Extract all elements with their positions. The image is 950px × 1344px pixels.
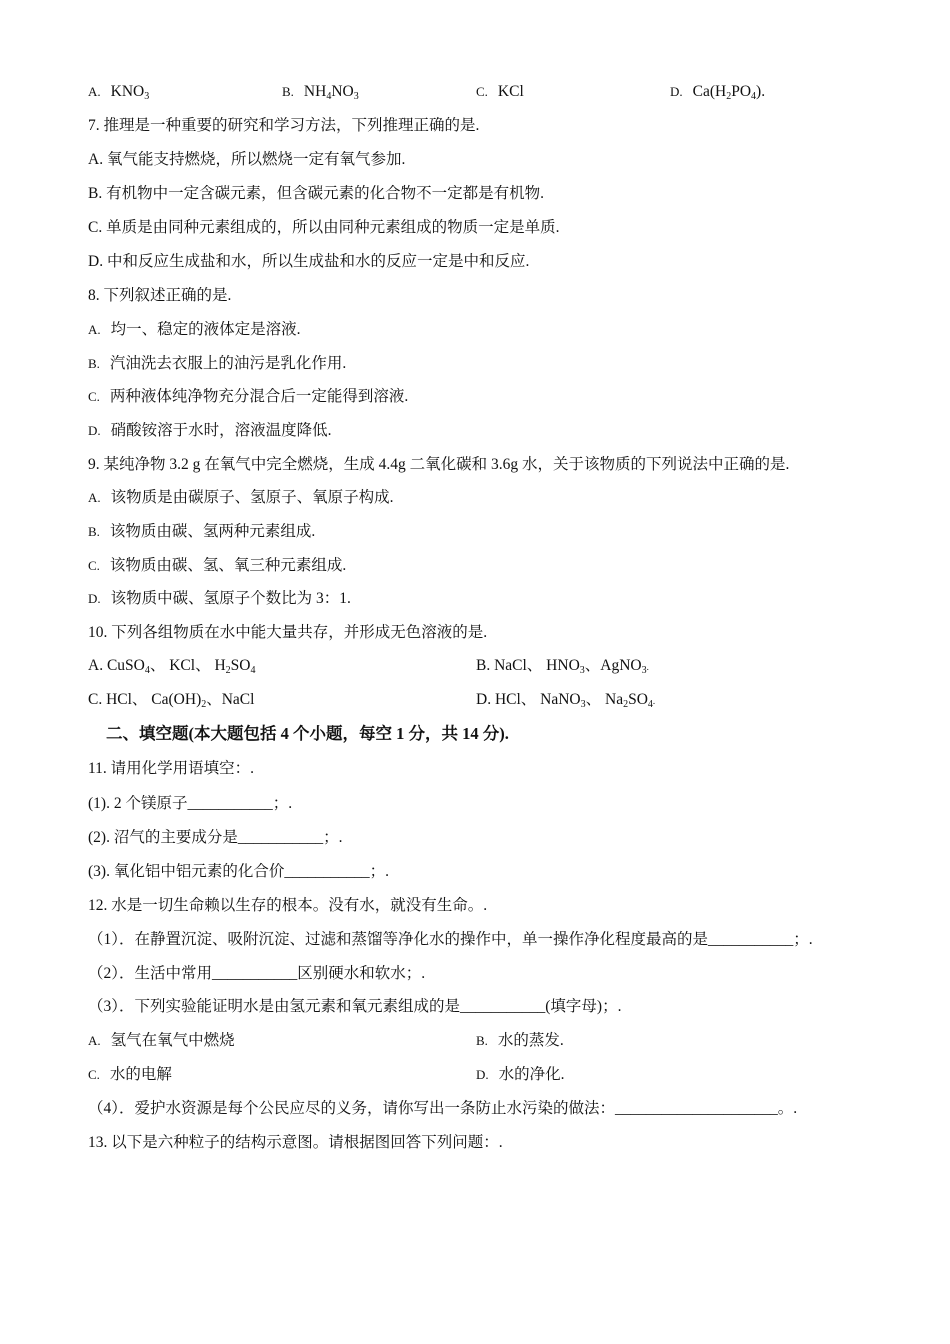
q7-option-d: D. 中和反应生成盐和水，所以生成盐和水的反应一定是中和反应. bbox=[88, 253, 530, 270]
q8-option-b bbox=[88, 354, 346, 374]
option-letter: A. bbox=[88, 84, 101, 99]
subscript: 4 bbox=[144, 665, 150, 676]
q12-part-3: （3）．下列实验能证明水是由氢元素和氧元素组成的是___________(填字母)；. bbox=[88, 998, 622, 1015]
formula-part: PO bbox=[731, 83, 752, 100]
option-letter: C. bbox=[88, 558, 100, 573]
option-text: 该物质是由碳原子、氢原子、氧原子构成. bbox=[110, 489, 394, 506]
q10-option-d bbox=[476, 690, 655, 711]
formula-part: KCl bbox=[497, 83, 524, 100]
option-letter: A. bbox=[88, 1033, 101, 1048]
subscript: 3 bbox=[579, 665, 585, 676]
option-letter: B. bbox=[88, 356, 100, 371]
q12-option-a bbox=[88, 1031, 235, 1051]
option-text: 氢气在氧气中燃烧 bbox=[110, 1032, 235, 1049]
subscript: 4 bbox=[647, 699, 653, 710]
section-title: 二、填空题(本大题包括 4 个小题，每空 1 分，共 14 分). bbox=[106, 724, 509, 743]
formula-part: B. NaCl、 HNO bbox=[476, 657, 580, 674]
q9-option-c bbox=[88, 556, 346, 576]
option-letter: D. bbox=[88, 591, 101, 606]
option-text: 水的净化. bbox=[498, 1066, 565, 1083]
formula-part: Ca(H bbox=[692, 83, 727, 100]
option-letter: B. bbox=[88, 524, 100, 539]
q7-option-a: A. 氧气能支持燃烧，所以燃烧一定有氧气参加. bbox=[88, 151, 406, 168]
formula-part: 、NaCl bbox=[206, 691, 255, 708]
option-letter: A. bbox=[88, 322, 101, 337]
option-text: 汽油洗去衣服上的油污是乳化作用. bbox=[109, 355, 347, 372]
q10-option-c bbox=[88, 690, 254, 710]
q10-option-a bbox=[88, 656, 255, 676]
formula-part: ). bbox=[756, 83, 766, 100]
subscript: 2 bbox=[201, 699, 207, 710]
q8-option-c bbox=[88, 387, 408, 407]
subscript: 4 bbox=[326, 91, 332, 102]
option-letter: D. bbox=[88, 423, 101, 438]
q11-stem: 11. 请用化学用语填空：. bbox=[88, 760, 255, 777]
q7-option-c: C. 单质是由同种元素组成的，所以由同种元素组成的物质一定是单质. bbox=[88, 219, 560, 236]
formula-part: KNO bbox=[110, 83, 145, 100]
option-letter: D. bbox=[476, 1067, 489, 1082]
q11-part-3: (3). 氧化铝中铝元素的化合价___________；. bbox=[88, 863, 389, 880]
option-text: 硝酸铵溶于水时，溶液温度降低. bbox=[110, 422, 332, 439]
option-letter: C. bbox=[476, 84, 488, 99]
q6-option-a bbox=[88, 82, 149, 102]
q12-part-1: （1）．在静置沉淀、吸附沉淀、过滤和蒸馏等净化水的操作中，单一操作净化程度最高的是___________；. bbox=[88, 931, 813, 948]
formula-part: C. HCl、 Ca(OH) bbox=[88, 691, 202, 708]
q8-option-a bbox=[88, 320, 301, 340]
subscript: 3 bbox=[580, 699, 586, 710]
q10-option-b bbox=[476, 656, 649, 677]
option-letter: C. bbox=[88, 389, 100, 404]
q11-part-2: (2). 沼气的主要成分是___________；. bbox=[88, 829, 343, 846]
q8-stem: 8. 下列叙述正确的是. bbox=[88, 287, 232, 304]
q7-option-b: B. 有机物中一定含碳元素，但含碳元素的化合物不一定都是有机物. bbox=[88, 185, 544, 202]
q8-option-d bbox=[88, 421, 332, 441]
q6-option-c bbox=[476, 82, 524, 102]
formula-part: NH bbox=[303, 83, 327, 100]
q9-option-a bbox=[88, 488, 394, 508]
option-letter: A. bbox=[88, 490, 101, 505]
subscript: 2 bbox=[726, 91, 732, 102]
q12-option-b bbox=[476, 1031, 564, 1051]
formula-part: A. CuSO bbox=[88, 657, 145, 674]
option-text: 均一、稳定的液体定是溶液. bbox=[110, 321, 301, 338]
q10-stem: 10. 下列各组物质在水中能大量共存，并形成无色溶液的是. bbox=[88, 624, 488, 641]
q12-part-2: （2）．生活中常用___________区别硬水和软水；. bbox=[88, 965, 426, 982]
q6-option-d bbox=[670, 82, 765, 102]
q12-part-4: （4）．爱护水资源是每个公民应尽的义务，请你写出一条防止水污染的做法：_____________________。. bbox=[88, 1100, 798, 1117]
option-text: 该物质由碳、氢两种元素组成. bbox=[109, 523, 316, 540]
q12-option-c bbox=[88, 1065, 172, 1085]
subscript: 4 bbox=[751, 91, 757, 102]
q11-part-1: (1). 2 个镁原子___________；. bbox=[88, 795, 293, 812]
subscript: 2 bbox=[225, 665, 231, 676]
subscript: 4 bbox=[250, 665, 256, 676]
formula-part: 、 KCl、 H bbox=[149, 657, 226, 674]
q12-option-d bbox=[476, 1065, 565, 1085]
option-text: 该物质中碳、氢原子个数比为 3：1. bbox=[110, 590, 351, 607]
subscript: 3 bbox=[144, 91, 150, 102]
option-letter: B. bbox=[476, 1033, 488, 1048]
formula-part: SO bbox=[628, 691, 648, 708]
option-text: 两种液体纯净物充分混合后一定能得到溶液. bbox=[109, 388, 409, 405]
q12-stem: 12. 水是一切生命赖以生存的根本。没有水，就没有生命。. bbox=[88, 897, 488, 914]
option-letter: B. bbox=[282, 84, 294, 99]
formula-part: . bbox=[646, 662, 649, 672]
q6-option-b bbox=[282, 82, 359, 102]
q9-option-d bbox=[88, 589, 351, 609]
subscript: 3 bbox=[353, 91, 359, 102]
formula-part: SO bbox=[230, 657, 251, 674]
subscript: 3 bbox=[641, 665, 647, 676]
option-text: 水的蒸发. bbox=[497, 1032, 564, 1049]
formula-part: 、AgNO bbox=[584, 657, 642, 674]
option-text: 该物质由碳、氢、氧三种元素组成. bbox=[109, 557, 347, 574]
option-letter: C. bbox=[88, 1067, 100, 1082]
q7-stem: 7. 推理是一种重要的研究和学习方法，下列推理正确的是. bbox=[88, 117, 480, 134]
q9-stem: 9. 某纯净物 3.2 g 在氧气中完全燃烧，生成 4.4g 二氧化碳和 3.6g 水，关于该物质的下列说法中正确的是. bbox=[88, 456, 790, 473]
formula-part: D. HCl、 NaNO bbox=[476, 691, 581, 708]
option-text: 水的电解 bbox=[109, 1066, 172, 1083]
subscript: 2 bbox=[623, 699, 629, 710]
option-letter: D. bbox=[670, 84, 683, 99]
q9-option-b bbox=[88, 522, 315, 542]
formula-part: NO bbox=[331, 83, 354, 100]
formula-part: . bbox=[652, 696, 656, 706]
formula-part: 、 Na bbox=[585, 691, 624, 708]
q13-stem: 13. 以下是六种粒子的结构示意图。请根据图回答下列问题：. bbox=[88, 1134, 503, 1151]
